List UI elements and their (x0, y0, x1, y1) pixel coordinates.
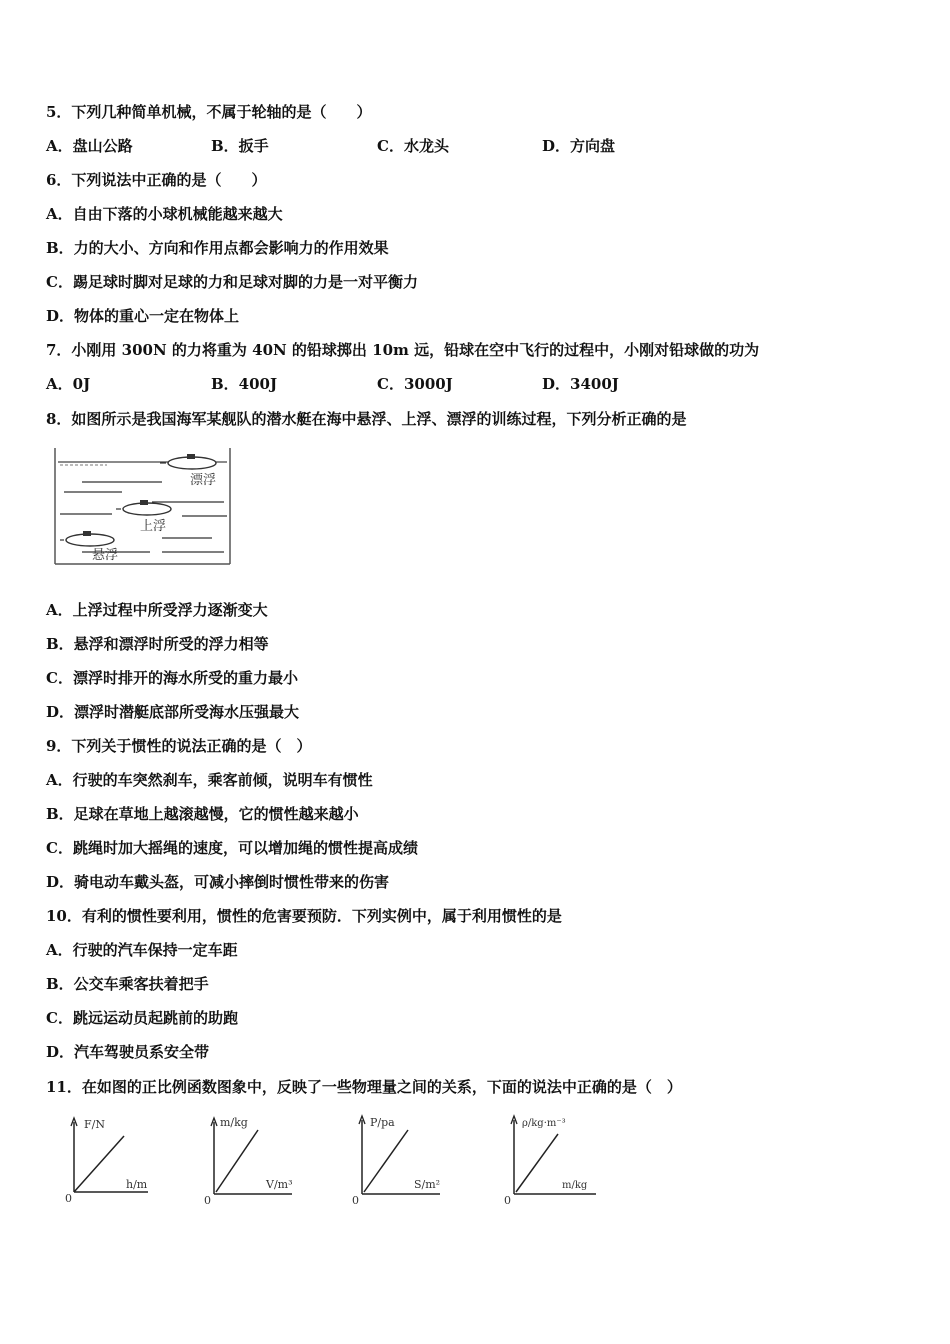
label-rising: 上浮 (140, 519, 167, 534)
q9-option-b: B．足球在草地上越滚越慢，它的惯性越来越小 (46, 805, 359, 823)
q6-stem: 6．下列说法中正确的是（ ） (46, 171, 267, 189)
q10-option-d: D．汽车驾驶员系安全带 (46, 1043, 210, 1061)
q9-option-a: A．行驶的车突然刹车，乘客前倾，说明车有惯性 (46, 771, 373, 789)
q10-stem: 10．有利的惯性要利用，惯性的危害要预防．下列实例中，属于利用惯性的是 (46, 907, 562, 925)
graph-density-mass (500, 1110, 610, 1207)
q9-option-d: D．骑电动车戴头盔，可减小摔倒时惯性带来的伤害 (46, 873, 390, 891)
q6-option-c: C．踢足球时脚对足球的力和足球对脚的力是一对平衡力 (46, 273, 418, 291)
x-axis-label: h/m (126, 1178, 148, 1191)
q6-option-b: B．力的大小、方向和作用点都会影响力的作用效果 (46, 239, 389, 257)
proportional-line (74, 1136, 124, 1192)
q10-option-c: C．跳远运动员起跳前的助跑 (46, 1009, 238, 1027)
q5-option-a: A．盘山公路 (46, 137, 133, 155)
q8-option-a: A．上浮过程中所受浮力逐渐变大 (46, 601, 268, 619)
proportional-line (216, 1130, 258, 1192)
q6-option-a: A．自由下落的小球机械能越来越大 (46, 205, 283, 223)
x-axis-label: V/m³ (266, 1178, 293, 1191)
q10-option-a: A．行驶的汽车保持一定车距 (46, 941, 238, 959)
origin-label: 0 (504, 1194, 511, 1207)
q5-stem: 5．下列几种简单机械，不属于轮轴的是（ ） (46, 103, 372, 121)
q8-option-c: C．漂浮时排开的海水所受的重力最小 (46, 669, 298, 687)
q5-option-c: C．水龙头 (377, 137, 449, 155)
q8-stem: 8．如图所示是我国海军某舰队的潜水艇在海中悬浮、上浮、漂浮的训练过程，下列分析正确的是 (46, 410, 687, 428)
proportional-line (364, 1130, 408, 1192)
origin-label: 0 (352, 1194, 359, 1207)
submarine-floating (160, 454, 216, 469)
submarine-suspended (60, 531, 114, 546)
q5-option-d: D．方向盘 (542, 137, 616, 155)
q7-stem: 7．小刚用 300N 的力将重为 40N 的铅球掷出 10m 远，铅球在空中飞行的过程中，小刚对铅球做的功为 (46, 341, 760, 359)
graph-mass-volume (202, 1112, 302, 1207)
q11-stem: 11．在如图的正比例函数图象中，反映了一些物理量之间的关系，下面的说法中正确的是（ ） (46, 1078, 682, 1096)
q10-option-b: B．公交车乘客扶着把手 (46, 975, 209, 993)
origin-label: 0 (65, 1192, 72, 1205)
q8-option-b: B．悬浮和漂浮时所受的浮力相等 (46, 635, 269, 653)
q7-option-c: C．3000J (377, 375, 453, 393)
q7-option-b: B．400J (211, 375, 278, 393)
label-floating: 漂浮 (190, 473, 217, 488)
submarine-figure (52, 446, 234, 568)
q7-option-a: A．0J (46, 375, 91, 393)
q6-option-d: D．物体的重心一定在物体上 (46, 307, 240, 325)
x-axis-label: S/m² (414, 1178, 441, 1191)
q9-stem: 9．下列关于惯性的说法正确的是（ ） (46, 737, 312, 755)
x-axis-label: m/kg (562, 1180, 588, 1191)
y-axis-label: ρ/kg·m⁻³ (522, 1118, 566, 1129)
q5-option-b: B．扳手 (211, 137, 269, 155)
origin-label: 0 (204, 1194, 211, 1207)
y-axis-label: m/kg (220, 1116, 248, 1129)
proportional-line (516, 1134, 558, 1192)
q7-option-d: D．3400J (542, 375, 619, 393)
label-suspended: 悬浮 (92, 548, 119, 563)
y-axis-label: P/pa (370, 1116, 395, 1129)
q8-option-d: D．漂浮时潜艇底部所受海水压强最大 (46, 703, 300, 721)
graph-pressure-area (350, 1110, 450, 1207)
q9-option-c: C．跳绳时加大摇绳的速度，可以增加绳的惯性提高成绩 (46, 839, 418, 857)
graph-force-height (62, 1112, 157, 1207)
y-axis-label: F/N (84, 1118, 105, 1131)
